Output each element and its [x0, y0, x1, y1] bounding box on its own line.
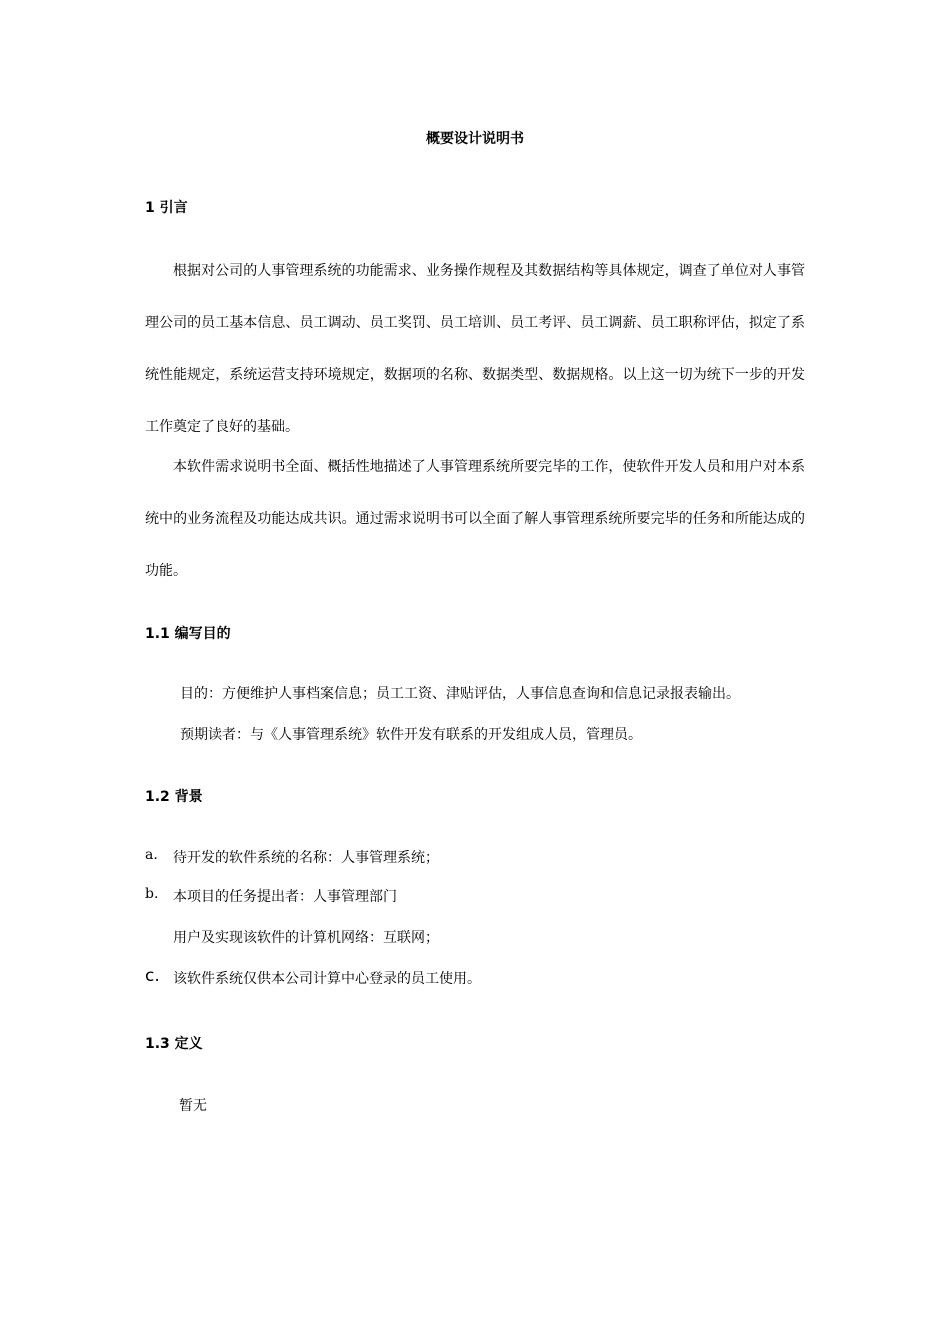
background-item-c: 该软件系统仅供本公司计算中心登录的员工使用。: [173, 971, 481, 987]
list-marker-a: a.: [145, 847, 158, 863]
background-item-b: 本项目的任务提出者：人事管理部门: [173, 889, 397, 905]
section-1-1-heading: 1.1 编写目的: [145, 626, 231, 642]
list-marker-c: c.: [145, 966, 160, 986]
section-1-paragraph-2: 本软件需求说明书全面、概括性地描述了人事管理系统所要完毕的工作，使软件开发人员和用户对本系统中的业务流程及功能达成共识。通过需求说明书可以全面了解人事管理系统所要完毕的任务和所能达成的功能。: [145, 459, 805, 579]
section-1-heading: 1 引言: [145, 200, 188, 216]
background-item-network: 用户及实现该软件的计算机网络：互联网；: [173, 930, 439, 946]
list-marker-b: b.: [145, 886, 159, 902]
section-1-2-heading: 1.2 背景: [145, 789, 203, 805]
definition-content: 暂无: [179, 1098, 207, 1114]
document-title: 概要设计说明书: [426, 131, 524, 147]
section-1-3-heading: 1.3 定义: [145, 1036, 203, 1052]
section-1-paragraph-1: 根据对公司的人事管理系统的功能需求、业务操作规程及其数据结构等具体规定，调查了单位对人事管理公司的员工基本信息、员工调动、员工奖罚、员工培训、员工考评、员工调薪、员工职称评估，拟定了系统性能规定，系统运营支持环境规定，数据项的名称、数据类型、数据规格。以上这一切为统下一步的开发工作奠定了良好的基础。: [145, 263, 805, 435]
background-item-a: 待开发的软件系统的名称：人事管理系统；: [173, 850, 439, 866]
purpose-text: 目的：方便维护人事档案信息；员工工资、津贴评估，人事信息查询和信息记录报表输出。: [180, 686, 740, 702]
readers-text: 预期读者：与《人事管理系统》软件开发有联系的开发组成人员，管理员。: [180, 727, 642, 743]
